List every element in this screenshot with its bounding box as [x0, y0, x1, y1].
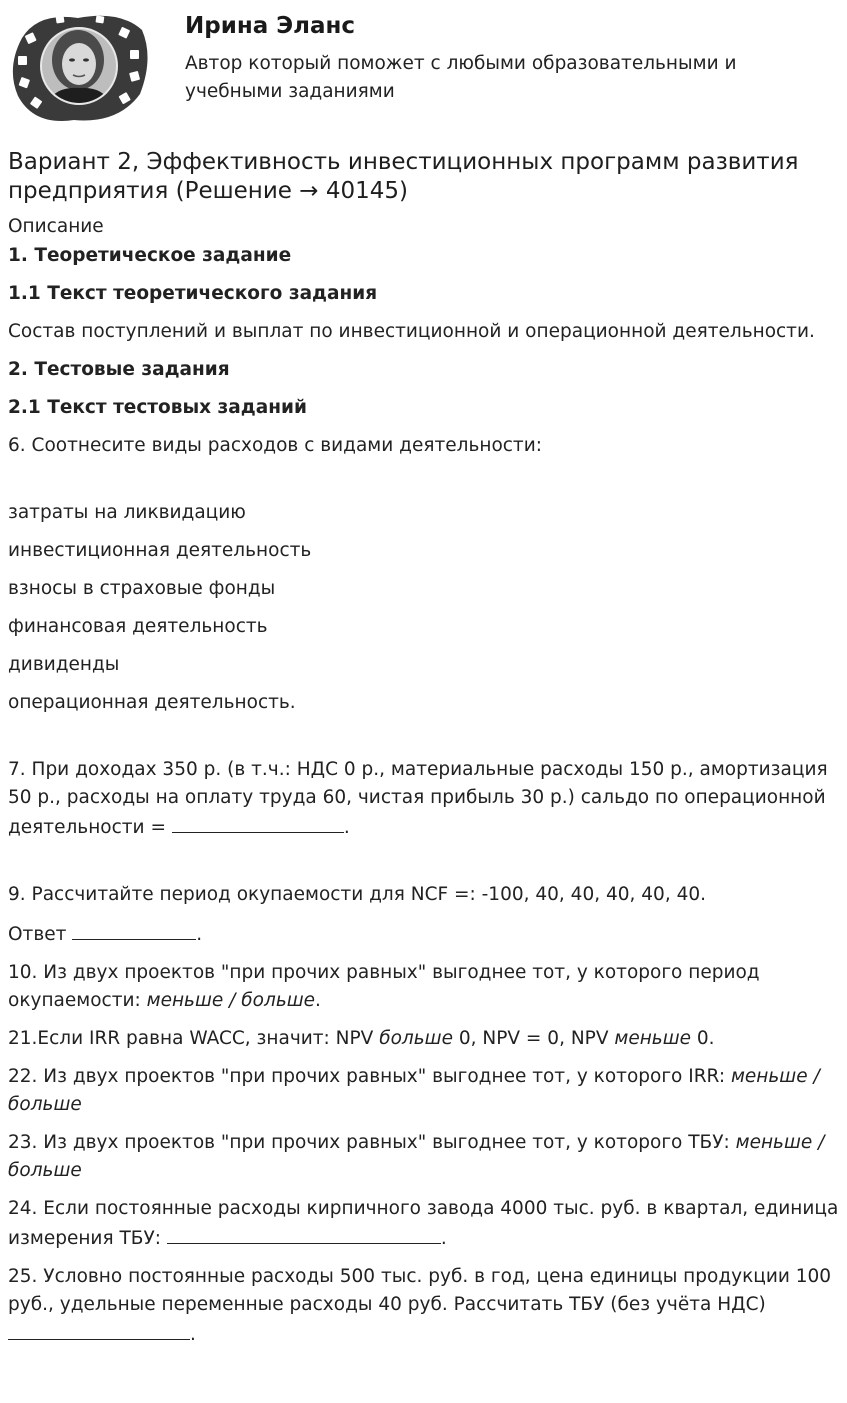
section1-heading: 1. Теоретическое задание — [8, 245, 292, 266]
question-6: 6. Соотнесите виды расходов с видами деятельности: — [8, 435, 542, 456]
q21-part: 21.Если IRR равна WACC, значит: NPV — [8, 1028, 380, 1049]
q24-end: . — [440, 1228, 447, 1249]
q10-options: меньше / больше — [146, 990, 316, 1011]
q9-answer-blank — [72, 919, 196, 940]
author-description: Автор который поможет с любыми образовательными и учебными заданиями — [185, 53, 737, 102]
question-24 — [8, 1195, 840, 1253]
q10-text: 10. Из двух проектов "при прочих равных" выгоднее тот, у которого период окупаемости: — [8, 962, 760, 1011]
question-7 — [8, 756, 840, 842]
q6-item: затраты на ликвидацию — [8, 502, 246, 523]
q21-part: 0, NPV = 0, NPV — [452, 1028, 615, 1049]
answer-end: . — [196, 924, 203, 945]
document-content — [8, 148, 840, 1349]
q7-end: . — [343, 817, 350, 838]
theory-text: Состав поступлений и выплат по инвестиционной и операционной деятельности. — [8, 321, 815, 342]
q24-text: 24. Если постоянные расходы кирпичного завода 4000 тыс. руб. в квартал, единица измерения ТБУ: — [8, 1198, 839, 1249]
section1-1-heading: 1.1 Текст теоретического задания — [8, 283, 378, 304]
question-23 — [8, 1129, 840, 1185]
question-25 — [8, 1263, 840, 1349]
q21-part: 0. — [691, 1028, 715, 1049]
q21-option: больше — [379, 1028, 453, 1049]
q6-item: операционная деятельность. — [8, 692, 296, 713]
q6-item: взносы в страховые фонды — [8, 578, 276, 599]
question-10 — [8, 959, 840, 1015]
page-title: Вариант 2, Эффективность инвестиционных программ развития предприятия (Решение → 40145) — [8, 149, 799, 204]
q25-answer-blank — [8, 1319, 190, 1340]
q25-text: 25. Условно постоянные расходы 500 тыс. руб. в год, цена единицы продукции 100 руб., удельные переменные расходы 40 руб. Рассчитать ТБУ (без учёта НДС) — [8, 1266, 832, 1315]
q25-end: . — [190, 1324, 196, 1345]
q7-text: 7. При доходах 350 р. (в т.ч.: НДС 0 р., материальные расходы 150 р., амортизация 50 р., расходы на оплату труда 60, чистая прибыль 30 р.) сальдо по операционной деятельности = — [8, 759, 828, 838]
q23-text: 23. Из двух проектов "при прочих равных" выгоднее тот, у которого ТБУ: — [8, 1132, 736, 1153]
film-frame-avatar-icon — [8, 8, 150, 126]
q22-text: 22. Из двух проектов "при прочих равных" выгоднее тот, у которого IRR: — [8, 1066, 731, 1087]
section2-heading: 2. Тестовые задания — [8, 359, 230, 380]
question-21 — [8, 1025, 840, 1053]
section2-1-heading: 2.1 Текст тестовых заданий — [8, 397, 307, 418]
q23-options: меньше / больше — [8, 1132, 825, 1181]
q21-option: меньше — [614, 1028, 692, 1049]
answer-line — [8, 919, 840, 949]
q7-answer-blank — [172, 812, 344, 833]
q6-item: дивиденды — [8, 654, 120, 675]
author-header — [0, 0, 847, 140]
author-name: Ирина Эланс — [185, 13, 356, 39]
author-avatar[interactable] — [8, 8, 150, 126]
q22-options: меньше / больше — [8, 1066, 820, 1115]
q6-item: инвестиционная деятельность — [8, 540, 312, 561]
q6-item: финансовая деятельность — [8, 616, 268, 637]
description-label: Описание — [8, 216, 104, 237]
answer-label: Ответ — [8, 924, 73, 945]
question-9: 9. Рассчитайте период окупаемости для NCF =: -100, 40, 40, 40, 40, 40. — [8, 884, 707, 905]
question-22 — [8, 1063, 840, 1119]
q10-end: . — [315, 990, 321, 1011]
q24-answer-blank — [167, 1223, 441, 1244]
